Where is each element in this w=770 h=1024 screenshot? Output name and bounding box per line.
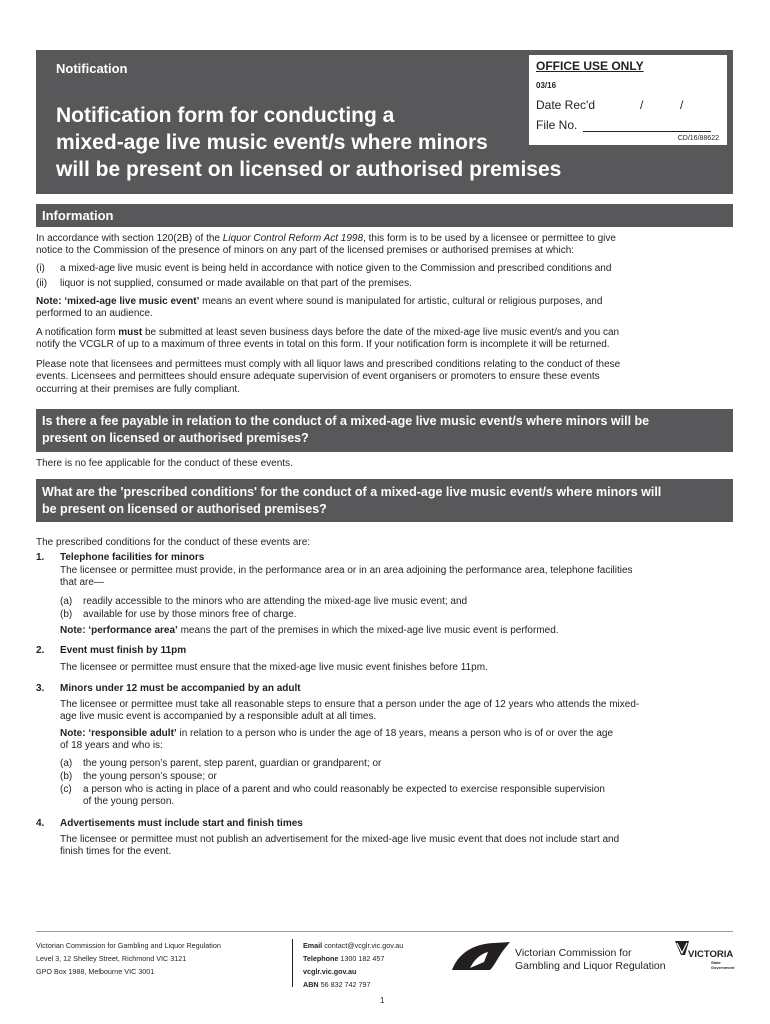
abn-label: ABN <box>303 980 319 989</box>
victoria-government-logo-icon <box>675 939 735 973</box>
website-link[interactable]: vcglr.vic.gov.au <box>303 967 357 976</box>
item-number: 2. <box>36 645 45 656</box>
list-marker: (i) <box>36 263 45 274</box>
note-term: Note: ‘mixed-age live music event’ <box>36 296 200 307</box>
section-heading <box>42 484 661 518</box>
text: means the part of the premises in which the mixed-age live music event is performed. <box>177 625 559 636</box>
item-title: Telephone facilities for minors <box>60 552 205 563</box>
heading-line: present on licensed or authorised premises? <box>42 431 309 445</box>
footer-address <box>36 939 221 978</box>
street-address: Level 3, 12 Shelley Street, Richmond VIC 3121 <box>36 954 187 963</box>
file-number-field[interactable] <box>583 131 711 132</box>
date-separator: / <box>680 98 684 112</box>
text: a person who is acting in place of a parent and who could reasonably be expected to exercise responsible supervision <box>83 784 605 795</box>
list-marker: (ii) <box>36 278 48 289</box>
text: notice to the Commission of the presence of minors on any part of the licensed premises or authorised premises at which: <box>36 245 575 257</box>
notification-label: Notification <box>56 61 128 76</box>
emphasis: must <box>118 327 143 338</box>
fee-text: There is no fee applicable for the conduct of these events. <box>36 458 293 469</box>
item-text <box>60 834 730 859</box>
section-bar-information <box>36 204 733 227</box>
date-separator: / <box>640 98 644 112</box>
text: age live music event is accompanied by a responsible adult at all times. <box>60 711 377 723</box>
telephone-label: Telephone <box>303 954 339 963</box>
conditions-intro: The prescribed conditions for the conduct of these events are: <box>36 537 311 548</box>
item-text <box>60 699 730 724</box>
text: of the young person. <box>83 796 175 808</box>
government-label: Government <box>711 965 735 970</box>
text: occurring at their premises are fully compliant. <box>36 383 240 395</box>
abn-number: 56 832 742 797 <box>320 980 371 989</box>
date-received-label: Date Rec'd <box>536 98 595 112</box>
header-banner <box>36 50 733 194</box>
victoria-wordmark: VICTORIA <box>688 949 734 960</box>
postal-address: GPO Box 1988, Melbourne VIC 3001 <box>36 967 155 976</box>
org-name: Victorian Commission for Gambling and Liquor Regulation <box>36 941 221 950</box>
text: , this form is to be used by a licensee or permittee to give <box>363 233 616 244</box>
list-item: a mixed-age live music event is being held in accordance with notice given to the Commission and prescribed conditions and <box>60 263 612 274</box>
item-text: The licensee or permittee must ensure that the mixed-age live music event finishes before 11pm. <box>60 662 488 673</box>
note-paragraph <box>36 296 726 321</box>
text: In accordance with section 120(2B) of the <box>36 233 223 244</box>
section-bar-conditions <box>36 479 733 522</box>
text: of 18 years and who is: <box>60 740 163 752</box>
item-title: Event must finish by 11pm <box>60 645 187 656</box>
item-title: Minors under 12 must be accompanied by an adult <box>60 683 301 694</box>
section-heading: Information <box>42 208 114 223</box>
list-item: liquor is not supplied, consumed or made available on that part of the premises. <box>60 278 412 289</box>
item-number: 1. <box>36 552 45 563</box>
note-term: Note: ‘responsible adult’ <box>60 728 177 739</box>
list-marker: (c) <box>60 784 72 795</box>
text: means an event where sound is manipulated for artistic, cultural or religious purposes, and <box>199 296 603 307</box>
note-paragraph <box>60 625 730 637</box>
title-line-2: mixed-age live music event/s where minors <box>56 131 488 154</box>
footer-column-divider <box>292 939 293 987</box>
footer-contact <box>303 939 403 991</box>
page-title <box>56 102 561 183</box>
office-use-title: OFFICE USE ONLY <box>536 59 644 73</box>
info-paragraph-4 <box>36 359 726 396</box>
logo-line: Victorian Commission for <box>515 947 632 959</box>
item-text <box>60 565 730 590</box>
footer-divider <box>36 931 733 932</box>
text: events. Licensees and permittees should ensure adequate supervision of event organisers or promoters to ensure these events <box>36 371 600 383</box>
list-item <box>83 784 723 809</box>
item-title: Advertisements must include start and finish times <box>60 818 303 829</box>
list-marker: (b) <box>60 609 73 620</box>
list-marker: (a) <box>60 596 73 607</box>
title-line-1: Notification form for conducting a <box>56 104 395 127</box>
vcglr-logo-text <box>515 947 666 973</box>
text: be submitted at least seven business days before the date of the mixed-age live music event/s and you can <box>142 327 620 338</box>
item-number: 3. <box>36 683 45 694</box>
info-paragraph-1 <box>36 233 726 258</box>
heading-line: Is there a fee payable in relation to the conduct of a mixed-age live music event/s where minors will be <box>42 414 650 428</box>
text: Please note that licensees and permittees must comply with all liquor laws and prescribed conditions relating to the conduct of these <box>36 359 621 370</box>
telephone-number: 1300 182 457 <box>340 954 385 963</box>
text: notify the VCGLR of up to a maximum of three events in total on this form. If your notification form is incomplete it will be returned. <box>36 339 610 351</box>
text: The licensee or permittee must provide, in the performance area or in an area adjoining the performance area, telephone facilities <box>60 565 633 576</box>
item-number: 4. <box>36 818 45 829</box>
list-item: available for use by those minors free of charge. <box>83 609 297 620</box>
title-line-3: will be present on licensed or authorised premises <box>56 158 562 181</box>
note-term: Note: ‘performance area’ <box>60 625 178 636</box>
state-label: State <box>711 960 721 965</box>
list-marker: (b) <box>60 771 73 782</box>
list-item: readily accessible to the minors who are attending the mixed-age live music event; and <box>83 596 468 607</box>
text: The licensee or permittee must take all reasonable steps to ensure that a person under the age of 12 years who attends the mixed- <box>60 699 640 710</box>
page-number: 1 <box>380 996 385 1005</box>
text: finish times for the event. <box>60 846 172 858</box>
text: The licensee or permittee must not publish an advertisement for the mixed-age live music event that does not include start and <box>60 834 620 845</box>
text: A notification form <box>36 327 119 338</box>
form-version-code: 03/16 <box>536 81 557 90</box>
heading-line: What are the 'prescribed conditions' for the conduct of a mixed-age live music event/s where minors will <box>42 485 662 499</box>
section-bar-fee <box>36 409 733 452</box>
list-marker: (a) <box>60 758 73 769</box>
section-heading <box>42 413 649 447</box>
list-item: the young person’s parent, step parent, guardian or grandparent; or <box>83 758 382 769</box>
heading-line: be present on licensed or authorised premises? <box>42 502 327 516</box>
office-use-box <box>529 55 727 145</box>
info-paragraph-3 <box>36 327 726 352</box>
file-number-label: File No. <box>536 118 578 132</box>
note-paragraph <box>60 728 730 753</box>
email-label: Email <box>303 941 323 950</box>
document-reference: CD/16/88622 <box>677 135 719 142</box>
list-item: the young person’s spouse; or <box>83 771 217 782</box>
text: performed to an audience. <box>36 308 153 320</box>
logo-line: Gambling and Liquor Regulation <box>515 960 666 972</box>
text: that are— <box>60 577 104 589</box>
email-link[interactable]: contact@vcglr.vic.gov.au <box>324 941 404 950</box>
text: in relation to a person who is under the age of 18 years, means a person who is of or over the age <box>176 728 614 739</box>
vcglr-logo-icon <box>450 940 512 972</box>
act-name: Liquor Control Reform Act 1998 <box>222 233 364 244</box>
